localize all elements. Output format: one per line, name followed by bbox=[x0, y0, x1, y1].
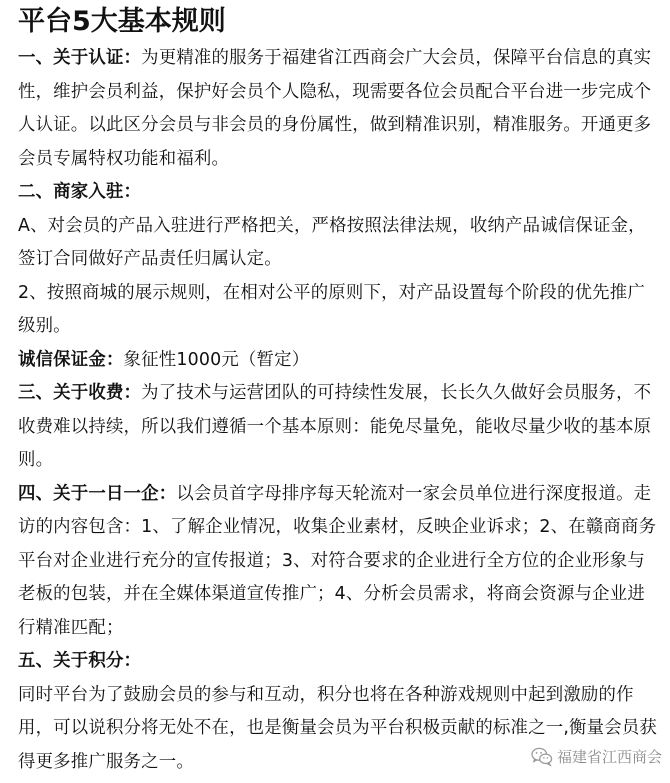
deposit-label: 诚信保证金： bbox=[18, 349, 124, 370]
section-points-text: 同时平台为了鼓励会员的参与和互动，积分也将在各种游戏规则中起到激励的作用，可以说积分将无处不在，也是衡量会员为平台积极贡献的标准之一,衡量会员获得更多推广服务之一。 bbox=[18, 684, 657, 772]
section-fees bbox=[18, 377, 658, 478]
section-heading: 五、关于积分： bbox=[18, 651, 142, 671]
section-one-enterprise-a-day bbox=[18, 478, 658, 646]
page-title: 平台5大基本规则 bbox=[18, 6, 226, 37]
section-heading: 一、关于认证： bbox=[18, 48, 142, 68]
wechat-icon bbox=[531, 747, 553, 767]
merchant-item-2: 2、按照商城的展示规则，在相对公平的原则下，对产品设置每个阶段的优先推广级别。 bbox=[18, 282, 645, 336]
watermark bbox=[531, 746, 662, 767]
document bbox=[18, 0, 658, 779]
section-heading: 三、关于收费： bbox=[18, 383, 142, 403]
deposit-line bbox=[18, 344, 658, 378]
section-heading: 四、关于一日一企： bbox=[18, 483, 177, 504]
deposit-value: 象征性1000元（暂定） bbox=[123, 349, 310, 370]
section-text: 为更精准的服务于福建省江西商会广大会员，保障平台信息的真实性，维护会员利益，保护好会员个人隐私，现需要各位会员配合平台进一步完成个人认证。以此区分会员与非会员的身份属性，做到精准识别，精准服务。开通更多会员专属特权功能和福利。 bbox=[18, 48, 652, 169]
section-certification bbox=[18, 42, 658, 176]
merchant-item-a: A、对会员的产品入驻进行严格把关，严格按照法律法规，收纳产品诚信保证金，签订合同做好产品责任归属认定。 bbox=[18, 215, 646, 269]
section-text: 为了技术与运营团队的可持续性发展，长长久久做好会员服务，不收费难以持续，所以我们遵循一个基本原则：能免尽量免，能收尽量少收的基本原则。 bbox=[18, 383, 652, 470]
section-merchant-heading bbox=[18, 176, 658, 210]
section-heading: 二、商家入驻： bbox=[18, 182, 142, 202]
watermark-text: 福建省江西商会 bbox=[556, 748, 662, 766]
section-points-heading bbox=[18, 645, 658, 679]
section-text: 以会员首字母排序每天轮流对一家会员单位进行深度报道。走访的内容包含：1、了解企业情况，收集企业素材，反映企业诉求；2、在赣商商务平台对企业进行充分的宣传报道；3、对符合要求的企业进行全方位的企业形象与老板的包装，并在全媒体渠道宣传推广；4、分析会员需求，将商会资源与企业进行精准匹配； bbox=[18, 483, 657, 638]
